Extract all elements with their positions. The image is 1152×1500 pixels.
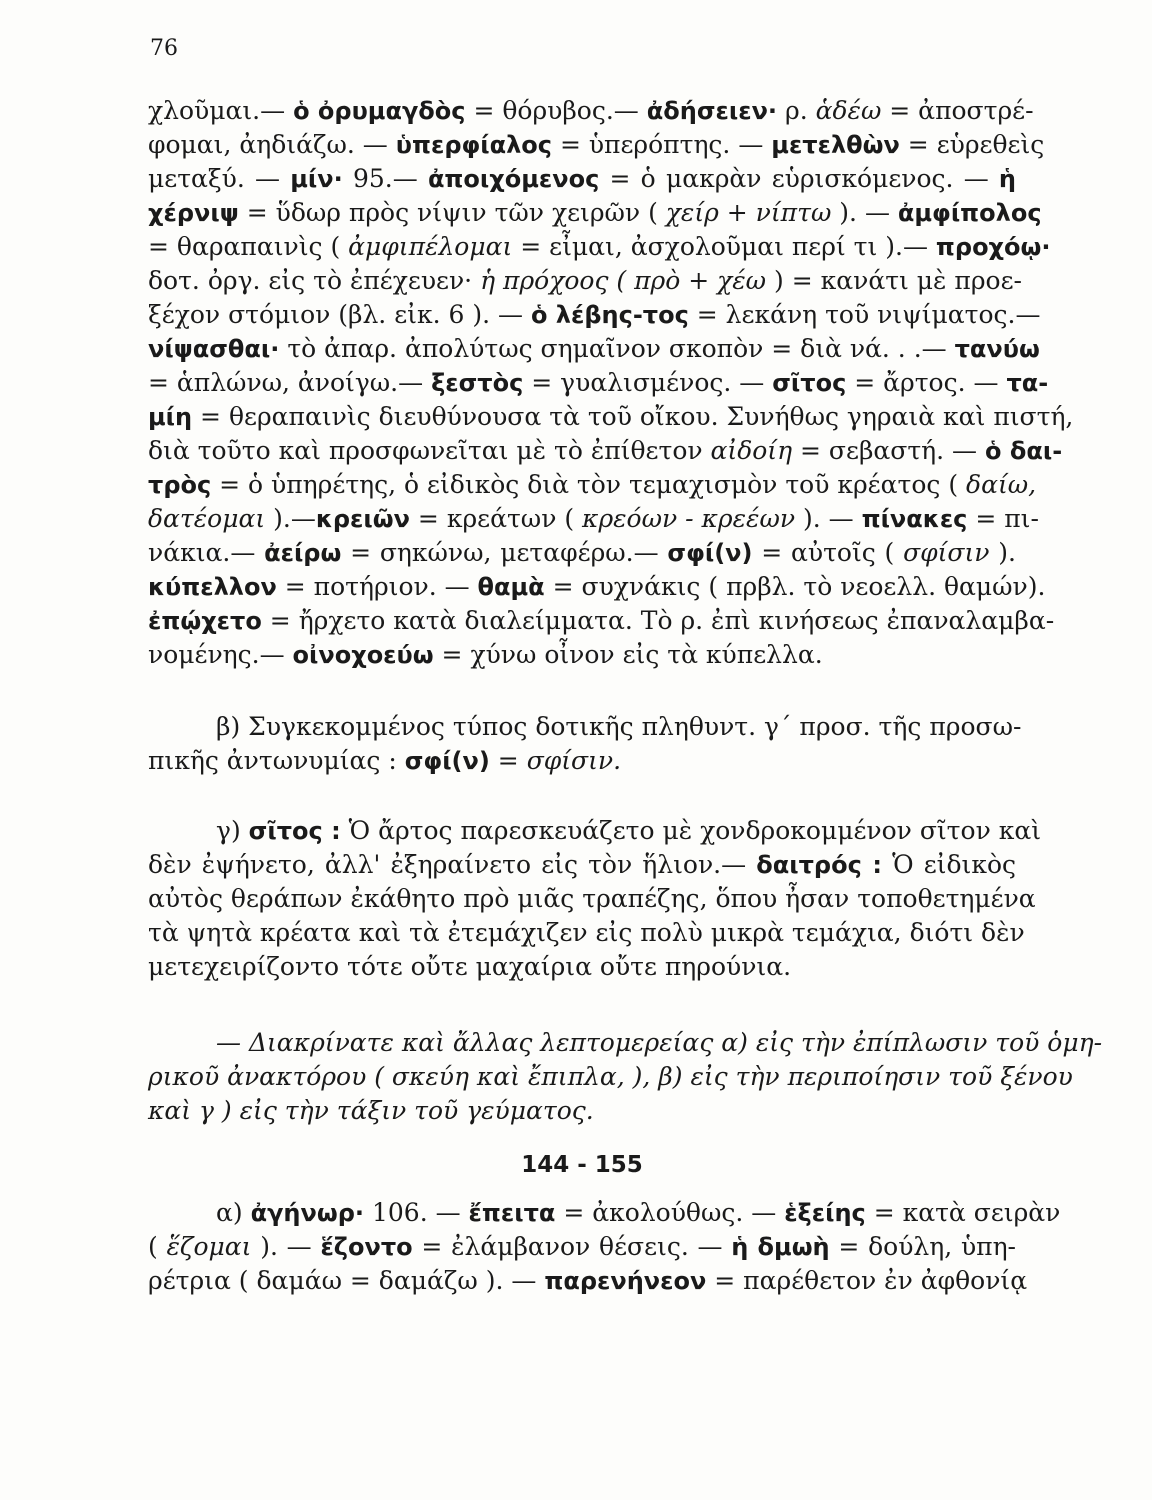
text-line (148, 128, 1045, 162)
headword: ἔπειτα (468, 1199, 556, 1227)
headword: ὁ δαι- (985, 437, 1063, 465)
italic-text: — Διακρίνατε καὶ ἄλλας λεπτομερείας α) εἰς τὴν ἐπίπλωσιν τοῦ ὁμη- (216, 1028, 1103, 1057)
text-run: = εἶμαι, ἀσχολοῦμαι περί τι ).— (512, 232, 936, 261)
text-run: = κατὰ σειρὰν (865, 1198, 1061, 1227)
text-line (148, 400, 1074, 434)
text-line (148, 298, 1041, 332)
headword: ξεστὸς (431, 369, 524, 397)
text-run: = θεραπαινὶς διευθύνουσα τὰ τοῦ οἴκου. Συνήθως γηραιὰ καὶ πιστή, (192, 402, 1074, 431)
text-run: = ποτήριον. — (276, 572, 478, 601)
text-run: = λεκάνη τοῦ νιψίματος.— (688, 300, 1041, 329)
text-run: = αὐτοῖς ( (752, 538, 904, 567)
text-line (148, 536, 1016, 570)
headword: σῖτος : (248, 817, 341, 845)
headword: ἡ δμωὴ (731, 1233, 830, 1261)
text-run: = ὁ ὑπηρέτης, ὁ εἰδικὸς διὰ τὸν τεμαχισμὸν τοῦ κρέατος ( (211, 470, 967, 499)
text-run: = σηκώνω, μεταφέρω.— (341, 538, 668, 567)
text-line (148, 1196, 1061, 1230)
text-run: δοτ. ὀργ. εἰς τὸ ἐπέχευεν· (148, 266, 481, 295)
text-run: = ἐλάμβανον θέσεις. — (412, 1232, 732, 1261)
text-line (148, 502, 1039, 536)
headword: ἑξείης (784, 1199, 866, 1227)
headword: μετελθὼν (771, 131, 900, 159)
text-line (148, 882, 1036, 916)
headword: ἀμφίπολος (897, 199, 1042, 227)
text-line (148, 710, 1022, 744)
headword: σφί(ν) (404, 747, 490, 775)
exercise-paragraph (148, 1026, 1103, 1128)
text-run: ). — (795, 504, 862, 533)
text-line (148, 1230, 1016, 1264)
text-line (148, 916, 1025, 950)
body-text (148, 94, 1103, 1298)
text-line (148, 1026, 1103, 1060)
headword: ὁ ὀρυμαγδὸς (293, 97, 466, 125)
text-run: = γυαλισμένος. — (523, 368, 773, 397)
headword: πίνακες (861, 505, 968, 533)
text-run: πικῆς ἀντωνυμίας : (148, 746, 405, 775)
text-run: = ὁ μακρὰν εὑρισκόμενος. — (599, 164, 999, 193)
italic-text: χείρ + νίπτω (665, 198, 832, 227)
italic-text: αἰδοίη (710, 436, 793, 465)
headword: μίν· (290, 165, 343, 193)
text-run: νάκια.— (148, 538, 265, 567)
text-line (148, 196, 1042, 230)
text-line (148, 604, 1055, 638)
headword: ἀείρω (264, 539, 342, 567)
text-line (148, 950, 1016, 984)
text-run: = θόρυβος.— (465, 96, 647, 125)
headword: ἀδήσειεν· (646, 97, 778, 125)
headword: τρὸς (148, 471, 212, 499)
text-run: χλοῦμαι.— (148, 96, 294, 125)
text-run: = ἄρτος. — (846, 368, 1007, 397)
text-line (148, 162, 1016, 196)
text-run: φομαι, ἀηδιάζω. — (148, 130, 396, 159)
text-line (148, 1094, 1016, 1128)
text-line (148, 94, 1034, 128)
text-line (148, 1060, 1073, 1094)
text-run: = (489, 746, 527, 775)
text-run: ( (148, 1232, 167, 1261)
text-run: = παρέθετον ἐν ἀφθονίᾳ (706, 1266, 1028, 1295)
text-run: = πι- (967, 504, 1039, 533)
italic-text: σφίσιν. (526, 746, 622, 775)
section-paragraph (148, 1196, 1061, 1298)
text-run: ). — (831, 198, 898, 227)
text-run: ). (989, 538, 1016, 567)
headword: ἡ (998, 165, 1016, 193)
text-run: α) (216, 1198, 251, 1227)
italic-text: δαίω, (966, 470, 1037, 499)
text-run: διὰ τοῦτο καὶ προσφωνεῖται μὲ τὸ ἐπίθετον (148, 436, 711, 465)
text-run: = ἀποστρέ- (881, 96, 1034, 125)
text-run: 95.— (342, 164, 428, 193)
text-line (148, 570, 1046, 604)
text-run: = ἤρχετο κατὰ διαλείμματα. Τὸ ρ. ἐπὶ κινήσεως ἐπαναλαμβα- (261, 606, 1055, 635)
headword: σῖτος (772, 369, 847, 397)
text-run: ). — (251, 1232, 321, 1261)
text-run: ρέτρια ( δαμάω = δαμάζω ). — (148, 1266, 545, 1295)
text-run: = δούλη, ὑπη- (829, 1232, 1016, 1261)
text-line (148, 814, 1042, 848)
text-run: = κρεάτων ( (409, 504, 583, 533)
text-run: μεταξύ. — (148, 164, 291, 193)
italic-text: ἀμφιπέλομαι (348, 232, 513, 261)
headword: παρενήνεον (544, 1267, 707, 1295)
headword: θαμὰ (477, 573, 545, 601)
headword: ὑπερφίαλος (395, 131, 553, 159)
text-run: ) = κανάτι μὲ προε- (766, 266, 1022, 295)
text-line (148, 744, 1016, 778)
headword: χέρνιψ (148, 199, 239, 227)
text-run: ξέχον στόμιον (βλ. εἰκ. 6 ). — (148, 300, 531, 329)
text-run: αὐτὸς θεράπων ἐκάθητο πρὸ μιᾶς τραπέζης, ὅπου ἦσαν τοποθετημένα (148, 884, 1036, 913)
headword: μίη (148, 403, 193, 431)
italic-text: ρικοῦ ἀνακτόρου ( σκεύη καὶ ἔπιπλα, ), β) εἰς τὴν περιποίησιν τοῦ ξένου (148, 1062, 1073, 1091)
note-gamma (148, 814, 1042, 984)
italic-text: καὶ γ ) εἰς τὴν τάξιν τοῦ γεύματος. (148, 1096, 594, 1125)
text-run: νομένης.— (148, 640, 293, 669)
text-run: Ὁ ἄρτος παρεσκευάζετο μὲ χονδροκομμένον σῖτον καὶ (340, 816, 1042, 845)
text-run: μετεχειρίζοντο τότε οὔτε μαχαίρια οὔτε πηρούνια. (148, 952, 792, 981)
italic-text: σφίσιν (903, 538, 990, 567)
text-run: Ὁ εἰδικὸς (881, 850, 1016, 879)
text-run: = ἁπλώνω, ἀνοίγω.— (148, 368, 432, 397)
headword: οἰνοχοεύω (292, 641, 434, 669)
text-run: ρ. (777, 96, 816, 125)
headword: προχόῳ· (935, 233, 1051, 261)
text-run: τὸ ἀπαρ. ἀπολύτως σημαῖνον σκοπὸν = διὰ νά. . .— (279, 334, 955, 363)
text-line (148, 332, 1040, 366)
text-run: γ) (216, 816, 249, 845)
italic-text: δατέομαι (148, 504, 266, 533)
headword: σφί(ν) (667, 539, 753, 567)
text-run: = συχνάκις ( πρβλ. τὸ νεοελλ. θαμών). (544, 572, 1046, 601)
italic-text: κρεόων - κρεέων (582, 504, 796, 533)
text-line (148, 848, 1016, 882)
text-line (148, 366, 1049, 400)
headword: ἕζοντο (320, 1233, 413, 1261)
text-line (148, 1264, 1028, 1298)
text-run: = σεβαστή. — (792, 436, 986, 465)
page-number: 76 (150, 36, 178, 61)
headword: ἀγήνωρ· (250, 1199, 365, 1227)
headword: ἀποιχόμενος (427, 165, 600, 193)
text-run: = θαραπαινὶς ( (148, 232, 349, 261)
text-run: τὰ ψητὰ κρέατα καὶ τὰ ἐτεμάχιζεν εἰς πολὺ μικρὰ τεμάχια, διότι δὲν (148, 918, 1025, 947)
italic-text: ἕζομαι (166, 1232, 252, 1261)
text-run: δὲν ἐψήνετο, ἀλλ' ἐξηραίνετο εἰς τὸν ἥλιον.— (148, 850, 757, 879)
headword: δαιτρός : (756, 851, 882, 879)
text-line (148, 468, 1037, 502)
note-beta (148, 710, 1022, 778)
text-run: = ὑπερόπτης. — (552, 130, 772, 159)
headword: ἐπῴχετο (148, 607, 262, 635)
text-run: = ὕδωρ πρὸς νίψιν τῶν χειρῶν ( (238, 198, 666, 227)
headword: ὁ λέβης-τος (530, 301, 689, 329)
headword: τανύω (954, 335, 1040, 363)
headword: κύπελλον (148, 573, 277, 601)
section-heading: 144 - 155 (521, 1152, 643, 1178)
text-run: β) Συγκεκομμένος τύπος δοτικῆς πληθυντ. γ΄ προσ. τῆς προσω- (216, 712, 1022, 741)
text-run: = εὑρεθεὶς (899, 130, 1045, 159)
headword: τα- (1006, 369, 1049, 397)
glossary-paragraph (148, 94, 1074, 672)
text-run: = χύνω οἶνον εἰς τὰ κύπελλα. (433, 640, 823, 669)
italic-text: ἁδέω (815, 96, 882, 125)
text-run: 106. — (364, 1198, 469, 1227)
text-line (148, 230, 1051, 264)
text-run: ).— (265, 504, 316, 533)
headword: νίψασθαι· (148, 335, 280, 363)
text-line (148, 264, 1022, 298)
text-line (148, 434, 1063, 468)
italic-text: ἡ πρόχοος ( πρὸ + χέω (480, 266, 767, 295)
headword: κρειῶν (315, 505, 410, 533)
text-line (148, 638, 1016, 672)
text-run: = ἀκολούθως. — (555, 1198, 785, 1227)
